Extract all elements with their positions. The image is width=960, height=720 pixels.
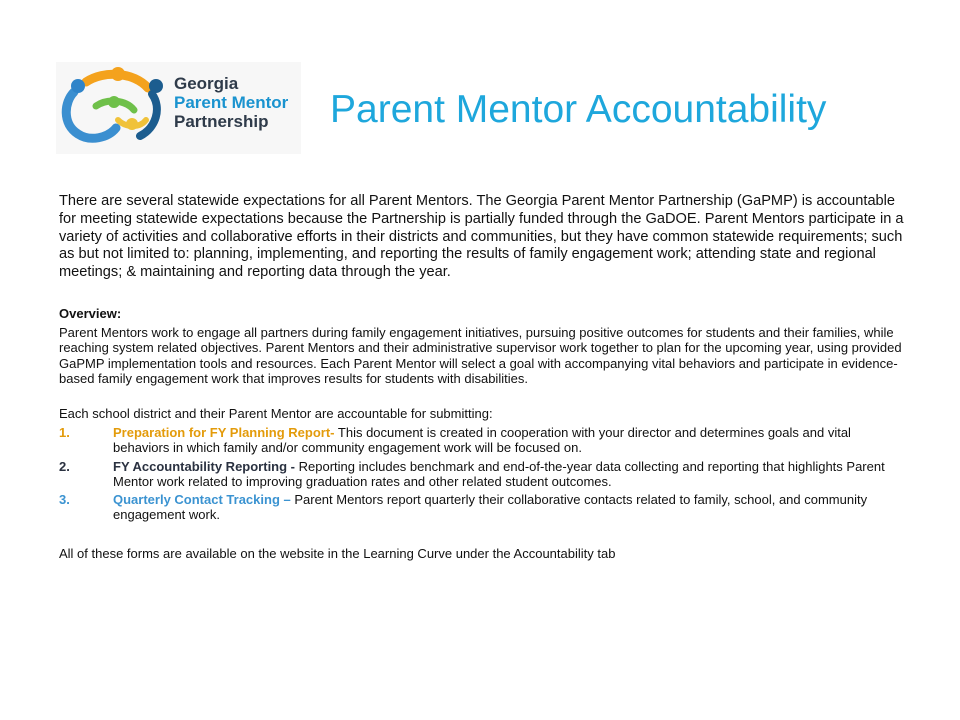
list-item-number: 3.: [59, 492, 70, 508]
list-item-number: 2.: [59, 458, 70, 474]
closing-paragraph: All of these forms are available on the website in the Learning Curve under the Accountability tab: [59, 546, 616, 562]
list-item-term: FY Accountability Reporting -: [113, 458, 296, 474]
page-title: Parent Mentor Accountability: [330, 88, 827, 131]
logo-wordmark: [174, 74, 299, 131]
logo-line-parent-mentor: Parent Mentor: [174, 93, 289, 112]
logo-line-georgia: Georgia: [174, 74, 239, 93]
overview-paragraph: Parent Mentors work to engage all partners during family engagement initiatives, pursuing positive outcomes for students and their families, while reaching system related objectives. Parent Mentors and their administrative supervisor work together to plan for the upcoming year, using provided GaPMP implementation tools and resources. Each Parent Mentor will select a goal with accompanying vital behaviors and participate in evidence-based family engagement work that improves results for students with disabilities.: [59, 325, 902, 386]
list-item-term: Quarterly Contact Tracking –: [113, 492, 291, 508]
submission-lead: Each school district and their Parent Mentor are accountable for submitting:: [59, 406, 493, 421]
list-item-text: Reporting includes benchmark and end-of-the-year data collecting and reporting that highlights Parent Mentor work related to improving graduation rates and other related student outcomes.: [113, 458, 885, 489]
list-item-text: Parent Mentors report quarterly their collaborative contacts related to family, school, and community engagement work.: [113, 492, 868, 523]
gapmp-logo: [56, 62, 301, 154]
intro-paragraph: There are several statewide expectations for all Parent Mentors. The Georgia Parent Mentor Partnership (GaPMP) is accountable for meeting statewide expectations because the Partnership is partially funded through the GaDOE. Parent Mentors participate in a variety of activities and collaborative efforts in their districts and communities, but they have common statewide requirements; such as but not limited to: planning, implementing, and reporting the results of family engagement work; attending state and regional meetings; & maintaining and reporting data through the year.: [59, 193, 904, 281]
logo-line-partnership: Partnership: [174, 112, 269, 131]
list-item-term: Preparation for FY Planning Report-: [113, 425, 335, 441]
main-content: [59, 193, 904, 562]
overview-heading: Overview:: [59, 305, 122, 321]
submission-list: [59, 425, 904, 522]
logo-figures-icon: [56, 62, 174, 154]
list-item-number: 1.: [59, 425, 70, 441]
list-item-text: This document is created in cooperation with your director and determines goals and vital behaviors in which family and/or community engagement work will be focused on.: [113, 425, 851, 456]
list-item: [59, 492, 904, 522]
list-item: [59, 425, 904, 455]
list-item: [59, 459, 904, 489]
